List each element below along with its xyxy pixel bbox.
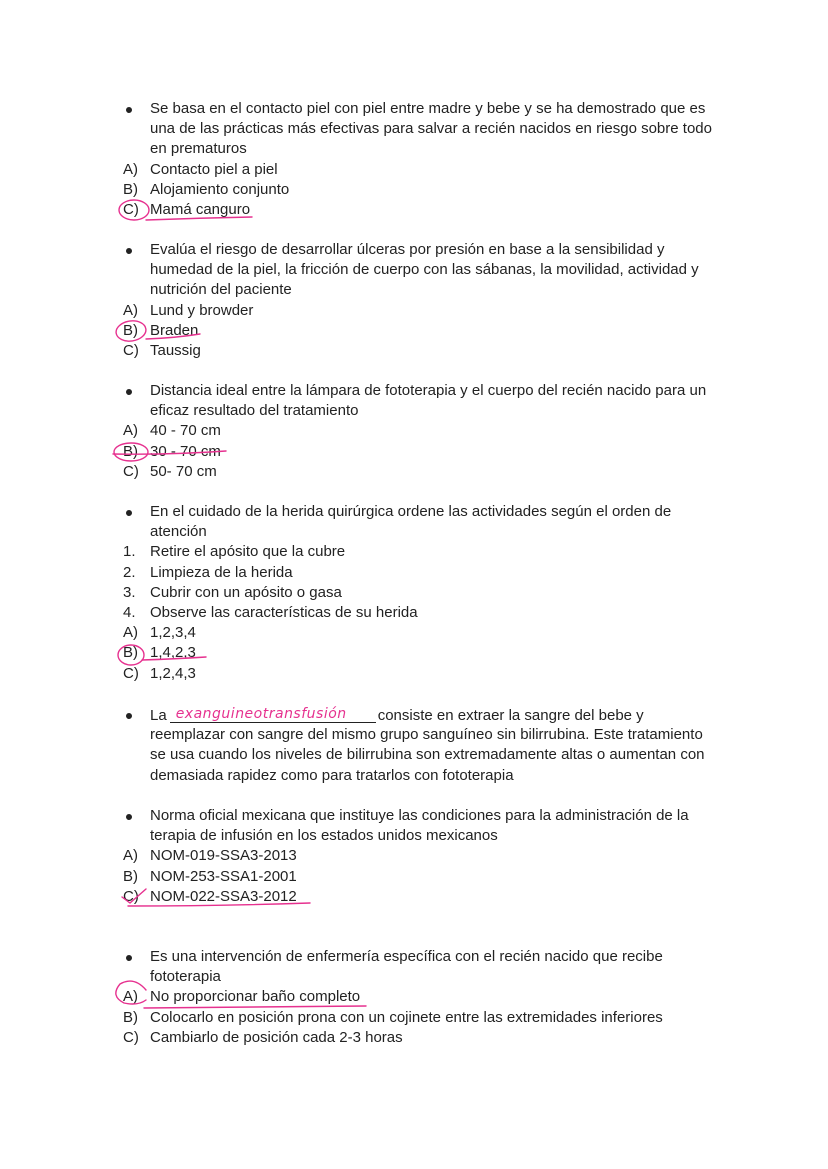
option-mark: B) — [123, 1008, 138, 1026]
question-4 — [0, 502, 828, 684]
question-text: fototerapia — [150, 968, 221, 986]
option-b — [0, 321, 828, 341]
bullet — [126, 814, 132, 820]
bullet — [126, 107, 132, 113]
option-c — [0, 200, 828, 220]
step-text: Observe las características de su herida — [150, 603, 418, 621]
question-1 — [0, 99, 828, 220]
option-mark: C) — [123, 200, 139, 218]
question-7 — [0, 947, 828, 1048]
question-text: reemplazar con sangre del mismo grupo sanguíneo sin bilirrubina. Este tratamiento — [150, 726, 703, 744]
step-text: Cubrir con un apósito o gasa — [150, 583, 342, 601]
question-text: Norma oficial mexicana que instituye las condiciones para la administración de la — [150, 807, 689, 824]
bullet — [126, 389, 132, 395]
option-mark: C) — [123, 341, 139, 359]
option-b — [0, 1008, 828, 1028]
option-a — [0, 846, 828, 866]
option-b — [0, 643, 828, 663]
question-3 — [0, 381, 828, 482]
option-mark: A) — [123, 422, 138, 440]
question-text: terapia de infusión en los estados unidos mexicanos — [150, 827, 498, 845]
question-text: Se basa en el contacto piel con piel entre madre y bebe y se ha demostrado que es — [150, 100, 706, 117]
option-text: 30 - 70 cm — [150, 442, 221, 460]
step-text: Limpieza de la herida — [150, 563, 293, 581]
question-text: demasiada rapidez como para tratarlos con fototerapia — [150, 766, 514, 784]
step-3 — [0, 583, 828, 603]
question-text: nutrición del paciente — [150, 281, 292, 299]
option-text: 1,2,3,4 — [150, 624, 196, 642]
option-text: NOM-019-SSA3-2013 — [150, 847, 297, 865]
option-mark: B) — [123, 644, 138, 662]
option-text: Lund y browder — [150, 301, 254, 319]
option-text: Colocarlo en posición prona con un cojinete entre las extremidades inferiores — [150, 1008, 663, 1026]
step-number: 4. — [123, 603, 136, 621]
option-text: 1,4,2,3 — [150, 644, 196, 662]
option-a — [0, 987, 828, 1007]
option-c — [0, 887, 828, 907]
option-text: 40 - 70 cm — [150, 422, 221, 440]
step-1 — [0, 542, 828, 562]
option-text: 1,2,4,3 — [150, 664, 196, 682]
step-text: Retire el apósito que la cubre — [150, 543, 346, 561]
option-mark: A) — [123, 301, 138, 319]
option-a — [0, 623, 828, 643]
option-b — [0, 180, 828, 200]
option-b — [0, 442, 828, 462]
bullet — [126, 248, 132, 254]
option-mark: A) — [123, 847, 138, 865]
option-mark: B) — [123, 442, 138, 460]
option-mark: C) — [123, 887, 139, 905]
step-4 — [0, 603, 828, 623]
question-2 — [0, 240, 828, 361]
question-text: atención — [150, 523, 207, 541]
option-c — [0, 1028, 828, 1048]
option-a — [0, 421, 828, 441]
option-text: Mamá canguro — [150, 200, 251, 218]
question-5 — [0, 705, 828, 786]
question-text: en prematuros — [150, 140, 247, 158]
option-mark: A) — [123, 160, 138, 178]
option-mark: A) — [123, 988, 138, 1006]
bullet — [126, 955, 132, 961]
step-number: 2. — [123, 563, 136, 581]
option-mark: B) — [123, 321, 138, 339]
question-text: consiste en extraer la sangre del bebe y — [377, 706, 644, 724]
handwritten-answer: exanguineotransfusión — [175, 705, 347, 722]
option-mark: C) — [123, 462, 139, 480]
step-number: 1. — [123, 543, 136, 561]
option-text: NOM-022-SSA3-2012 — [150, 887, 297, 905]
option-text: NOM-253-SSA1-2001 — [150, 867, 297, 885]
option-b — [0, 867, 828, 887]
question-6 — [0, 806, 828, 907]
bullet — [126, 713, 132, 719]
step-2 — [0, 563, 828, 583]
question-text: En el cuidado de la herida quirúrgica ordene las actividades según el orden de — [150, 503, 672, 520]
question-text: una de las prácticas más efectivas para salvar a recién nacidos en riesgo sobre todo — [150, 120, 712, 138]
option-mark: B) — [123, 180, 138, 198]
option-a — [0, 160, 828, 180]
option-text: Contacto piel a piel — [150, 160, 278, 178]
option-text: Braden — [150, 321, 199, 339]
question-text: Evalúa el riesgo de desarrollar úlceras por presión en base a la sensibilidad y — [150, 241, 665, 258]
option-mark: B) — [123, 867, 138, 885]
option-mark: A) — [123, 624, 138, 642]
question-text: La — [150, 706, 167, 724]
option-mark: C) — [123, 664, 139, 682]
fill-in-blank — [170, 705, 376, 723]
option-c — [0, 462, 828, 482]
option-text: Taussig — [150, 341, 201, 359]
option-text: 50- 70 cm — [150, 462, 217, 480]
option-c — [0, 341, 828, 361]
option-c — [0, 664, 828, 684]
question-text: Es una intervención de enfermería específica con el recién nacido que recibe — [150, 948, 663, 965]
question-text: humedad de la piel, la fricción de cuerpo con las sábanas, la movilidad, actividad y — [150, 261, 699, 279]
question-text: eficaz resultado del tratamiento — [150, 402, 359, 420]
option-text: Cambiarlo de posición cada 2-3 horas — [150, 1028, 403, 1046]
option-mark: C) — [123, 1028, 139, 1046]
option-text: Alojamiento conjunto — [150, 180, 290, 198]
option-a — [0, 301, 828, 321]
question-text: Distancia ideal entre la lámpara de fototerapia y el cuerpo del recién nacido para un — [150, 382, 707, 399]
question-text: se usa cuando los niveles de bilirrubina son extremadamente altas o aumentan con — [150, 746, 705, 764]
bullet — [126, 510, 132, 516]
option-text: No proporcionar baño completo — [150, 988, 361, 1006]
step-number: 3. — [123, 583, 136, 601]
